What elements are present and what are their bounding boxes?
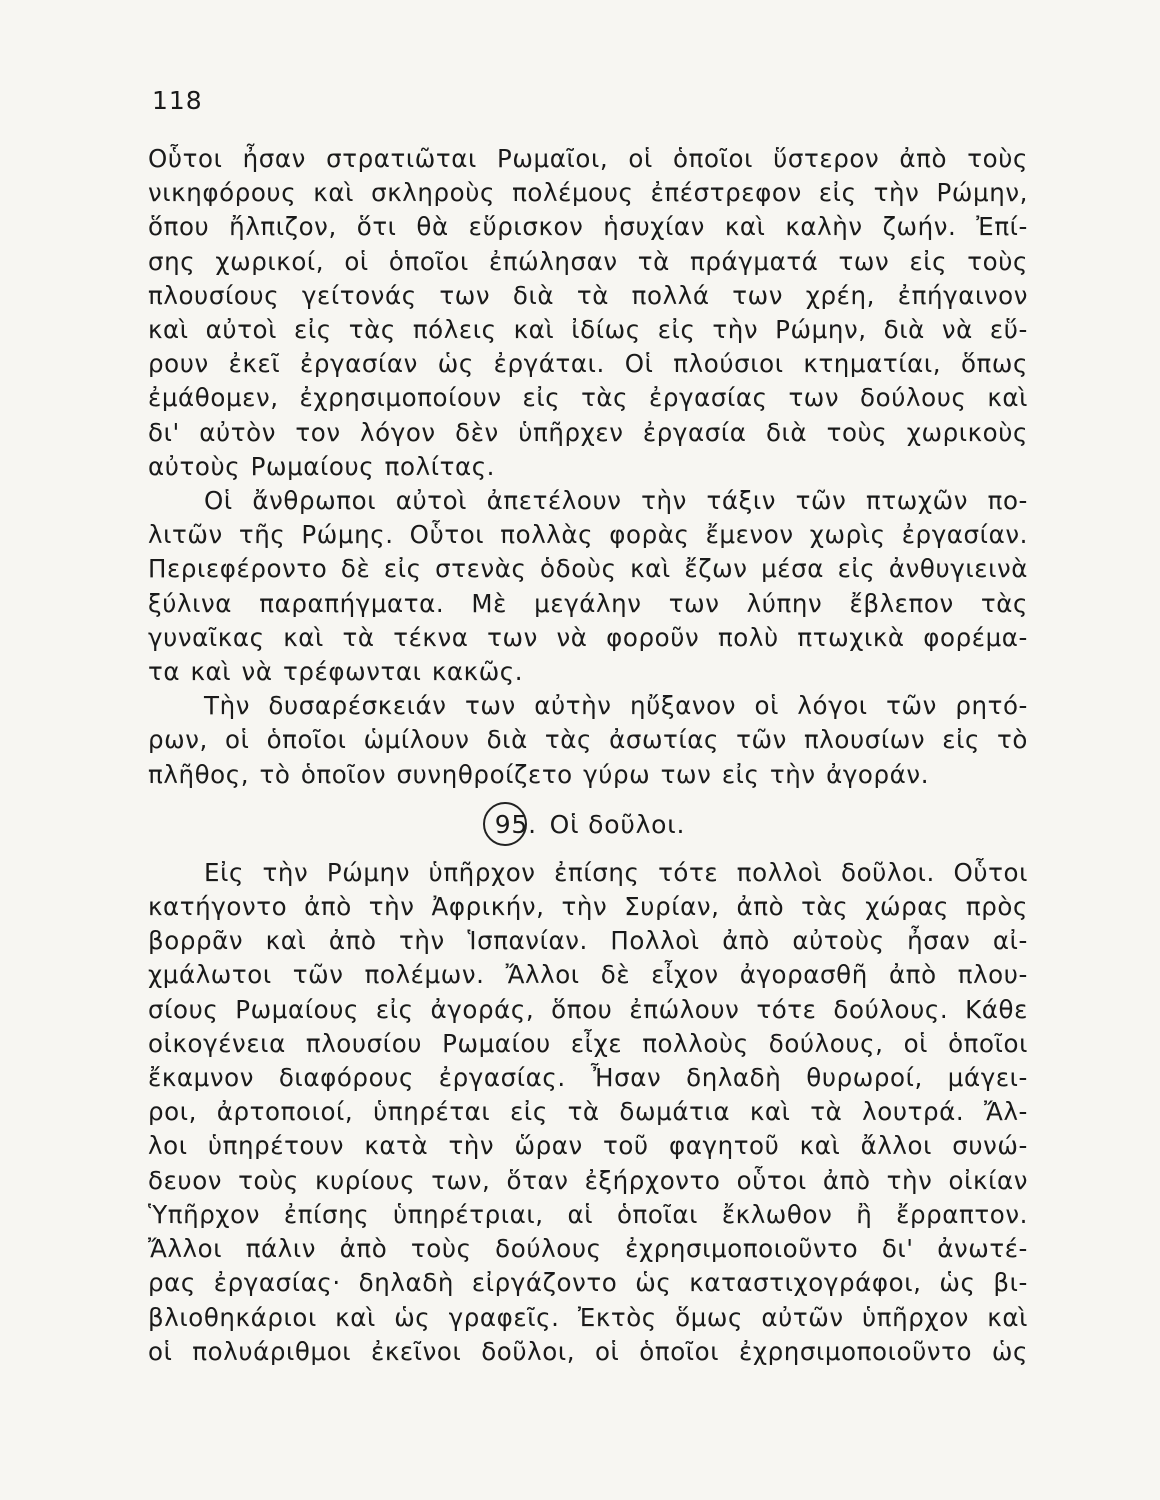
text-line: ξύλινα παραπήγματα. Μὲ μεγάλην των λύπην ἔβλεπον τὰς — [148, 588, 1028, 618]
text-line: πλῆθος, τὸ ὁποῖον συνηθροίζετο γύρω των εἰς τὴν ἀγοράν. — [148, 759, 930, 789]
text-line: Εἰς τὴν Ρώμην ὑπῆρχον ἐπίσης τότε πολλοὶ δοῦλοι. Οὗτοι — [204, 857, 1028, 887]
text-line: λιτῶν τῆς Ρώμης. Οὗτοι πολλὰς φορὰς ἔμενον χωρὶς ἐργασίαν. — [148, 520, 1028, 550]
text-line: τα καὶ νὰ τρέφωνται κακῶς. — [148, 657, 524, 687]
text-line: λοι ὑπηρέτουν κατὰ τὴν ὥραν τοῦ φαγητοῦ καὶ ἄλλοι συνώ- — [148, 1131, 1028, 1161]
paragraph-2 — [148, 484, 1028, 689]
text-line: νικηφόρους καὶ σκληροὺς πολέμους ἐπέστρεφον εἰς τὴν Ρώμην, — [148, 178, 1028, 208]
text-line: βορρᾶν καὶ ἀπὸ τὴν Ἱσπανίαν. Πολλοὶ ἀπὸ αὐτοὺς ἦσαν αἰ- — [148, 926, 1028, 956]
text-line: γυναῖκας καὶ τὰ τέκνα των νὰ φοροῦν πολὺ πτωχικὰ φορέμα- — [148, 622, 1028, 652]
page-number: 118 — [152, 86, 203, 115]
text-line: Τὴν δυσαρέσκειάν των αὐτὴν ηὔξανον οἱ λόγοι τῶν ρητό- — [204, 691, 1028, 721]
text-line: σης χωρικοί, οἱ ὁποῖοι ἐπώλησαν τὰ πράγματά των εἰς τοὺς — [148, 246, 1028, 276]
body-text — [148, 142, 1028, 1369]
text-line: ἐμάθομεν, ἐχρησιμοποίουν εἰς τὰς ἐργασίας των δούλους καὶ — [148, 383, 1028, 413]
paragraph-1 — [148, 142, 1028, 484]
section-number: 95. — [491, 808, 541, 842]
text-line: Περιεφέροντο δὲ εἰς στενὰς ὁδοὺς καὶ ἔζων μέσα εἰς ἀνθυγιεινὰ — [148, 554, 1028, 584]
text-line: ρων, οἱ ὁποῖοι ὡμίλουν διὰ τὰς ἀσωτίας τῶν πλουσίων εἰς τὸ — [148, 725, 1028, 755]
section-title: Οἱ δοῦλοι. — [549, 809, 686, 839]
text-line: αὐτοὺς Ρωμαίους πολίτας. — [148, 451, 496, 481]
text-line: ὅπου ἤλπιζον, ὅτι θὰ εὕρισκον ἡσυχίαν καὶ καλὴν ζωήν. Ἐπί- — [148, 212, 1028, 242]
text-line: πλουσίους γείτονάς των διὰ τὰ πολλά των χρέη, ἐπήγαινον — [148, 280, 1028, 310]
text-line: οἱ πολυάριθμοι ἐκεῖνοι δοῦλοι, οἱ ὁποῖοι ἐχρησιμοποιοῦντο ὡς — [148, 1336, 1028, 1366]
text-line: κατήγοντο ἀπὸ τὴν Ἀφρικήν, τὴν Συρίαν, ἀπὸ τὰς χώρας πρὸς — [148, 892, 1028, 922]
text-line: ρουν ἐκεῖ ἐργασίαν ὡς ἐργάται. Οἱ πλούσιοι κτηματίαι, ὅπως — [148, 349, 1028, 379]
text-line: χμάλωτοι τῶν πολέμων. Ἄλλοι δὲ εἶχον ἀγορασθῆ ἀπὸ πλου- — [148, 960, 1028, 990]
text-line: δι' αὐτὸν τον λόγον δὲν ὑπῆρχεν ἐργασία διὰ τοὺς χωρικοὺς — [148, 417, 1028, 447]
text-line: Οἱ ἄνθρωποι αὐτοὶ ἀπετέλουν τὴν τάξιν τῶν πτωχῶν πο- — [204, 486, 1028, 516]
text-line: Οὗτοι ἦσαν στρατιῶται Ρωμαῖοι, οἱ ὁποῖοι ὕστερον ἀπὸ τοὺς — [148, 144, 1028, 173]
text-line: δευον τοὺς κυρίους των, ὅταν ἐξήρχοντο οὗτοι ἀπὸ τὴν οἰκίαν — [148, 1165, 1028, 1195]
text-line: ροι, ἀρτοποιοί, ὑπηρέται εἰς τὰ δωμάτια καὶ τὰ λουτρά. Ἄλ- — [148, 1097, 1028, 1127]
text-line: ἔκαμνον διαφόρους ἐργασίας. Ἦσαν δηλαδὴ θυρωροί, μάγει- — [148, 1063, 1028, 1093]
text-line: οἰκογένεια πλουσίου Ρωμαίου εἶχε πολλοὺς δούλους, οἱ ὁποῖοι — [148, 1028, 1028, 1058]
text-line: καὶ αὐτοὶ εἰς τὰς πόλεις καὶ ἰδίως εἰς τὴν Ρώμην, διὰ νὰ εὕ- — [148, 315, 1028, 345]
paragraph-3 — [148, 689, 1028, 792]
paragraph-4 — [148, 856, 1028, 1369]
text-line: Ἄλλοι πάλιν ἀπὸ τοὺς δούλους ἐχρησιμοποιοῦντο δι' ἀνωτέ- — [148, 1234, 1028, 1264]
text-line: ρας ἐργασίας· δηλαδὴ εἰργάζοντο ὡς καταστιχογράφοι, ὡς βι- — [148, 1268, 1028, 1298]
text-line: βλιοθηκάριοι καὶ ὡς γραφεῖς. Ἐκτὸς ὅμως αὐτῶν ὑπῆρχον καὶ — [148, 1302, 1028, 1332]
text-line: Ὑπῆρχον ἐπίσης ὑπηρέτριαι, αἱ ὁποῖαι ἔκλωθον ἢ ἔρραπτον. — [148, 1199, 1028, 1229]
text-line: σίους Ρωμαίους εἰς ἀγοράς, ὅπου ἐπώλουν τότε δούλους. Κάθε — [148, 994, 1028, 1024]
section-heading — [148, 808, 1028, 842]
